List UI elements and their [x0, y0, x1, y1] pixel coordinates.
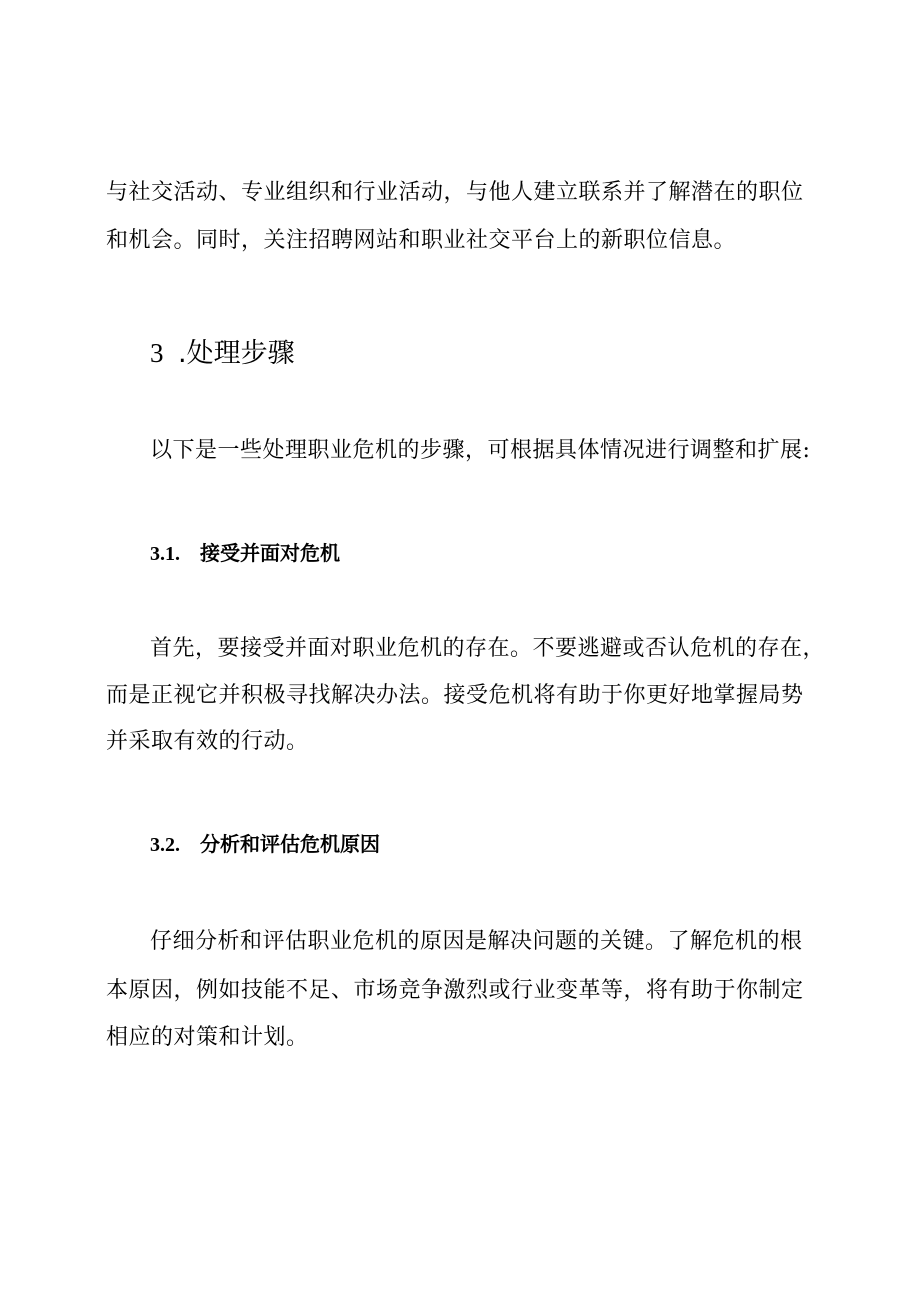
paragraph-line: 并采取有效的行动。: [106, 729, 309, 754]
subsection-title: 分析和评估危机原因: [200, 832, 380, 856]
subsection-heading: [150, 830, 380, 859]
paragraph-line: 与社交活动、专业组织和行业活动，与他人建立联系并了解潜在的职位: [106, 180, 804, 205]
subsection-number: 3.2.: [150, 834, 180, 856]
section-title: .处理步骤: [178, 338, 295, 369]
section-intro: 以下是一些处理职业危机的步骤，可根据具体情况进行调整和扩展:: [150, 438, 811, 463]
section-number: 3: [150, 338, 164, 368]
paragraph-line: 相应的对策和计划。: [106, 1025, 309, 1050]
paragraph-line: 仔细分析和评估职业危机的原因是解决问题的关键。了解危机的根: [150, 929, 803, 954]
paragraph-line: 本原因，例如技能不足、市场竞争激烈或行业变革等，将有助于你制定: [106, 978, 804, 1003]
section-heading: [150, 336, 295, 371]
subsection-title: 接受并面对危机: [200, 541, 340, 565]
subsection-heading: [150, 539, 340, 568]
paragraph-line: 而是正视它并积极寻找解决办法。接受危机将有助于你更好地掌握局势: [106, 683, 804, 708]
subsection-number: 3.1.: [150, 543, 180, 565]
paragraph-line: 和机会。同时，关注招聘网站和职业社交平台上的新职位信息。: [106, 228, 737, 253]
paragraph-line: 首先，要接受并面对职业危机的存在。不要逃避或否认危机的存在，: [150, 636, 826, 661]
